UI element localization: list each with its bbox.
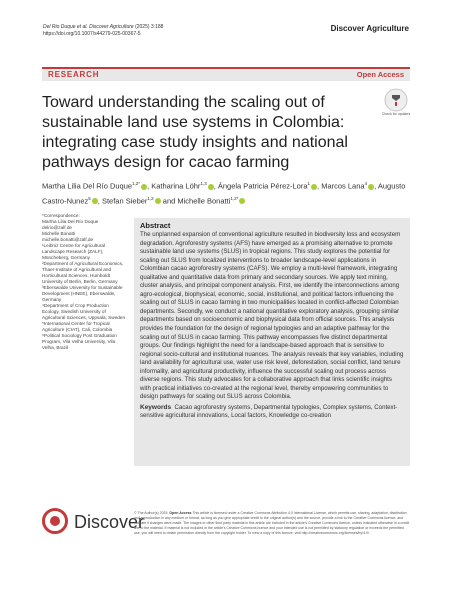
affiliations	[42, 213, 127, 351]
keywords	[140, 404, 404, 421]
section-banner	[42, 67, 410, 81]
author-name[interactable]: Ángela Patricia Pérez-Lora	[217, 181, 308, 191]
citation-year: (2025) 3:188	[135, 24, 164, 30]
running-header	[43, 24, 163, 38]
author-affiliation-marker: 1,2*	[230, 195, 239, 201]
author-name[interactable]: Martha Lilia Del Río Duque	[42, 181, 133, 191]
copyright: © The Author(s) 2025.	[134, 511, 169, 515]
affiliation-line: michelle.bonatti@zalf.de	[42, 237, 94, 242]
affiliation-line: ⁶Political Sociology Post Graduation Program, Vila Velha University, Vila Velha, Brazil	[42, 333, 117, 350]
affiliation-line: ²Department of Agricultural Economics, Thaer-Institute of Agricultural and Horticultural Sciences, Humboldt University of Berlin, Berlin, Germany	[42, 261, 124, 284]
journal-name: Discover Agriculture	[330, 24, 409, 33]
orcid-icon[interactable]	[141, 184, 147, 190]
affiliation-line: Martha Lilia Del Río Duque	[42, 219, 99, 224]
check-for-updates-icon[interactable]	[384, 88, 408, 112]
discover-logo-icon	[42, 508, 68, 534]
license-text: This article is licensed under a Creative Commons Attribution 4.0 International License, which permits use, sharing, adaptation, distribution and reproduction in any medium or format, as long as you give appropriate credit to the original author(s) and the source, provide a link to the Creative Commons licence, and indicate if changes were made. The images or other third party material in this article are included in the article's Creative Commons licence, unless indicated otherwise in a credit line to the material. If material is not included in the article's Creative Commons licence and your intended use is not permitted by statutory regulation or exceeds the permitted use, you will need to obtain permission directly from the copyright holder. To view a copy of this licence, visit http://creativecommons.org/licenses/by/4.0/.	[134, 511, 410, 535]
author-affiliation-marker: 5	[88, 195, 91, 201]
keywords-label: Keywords	[140, 403, 172, 411]
keywords-text: Cacao agroforestry systems, Departmental typologies, Complex systems, Context-sensitive agricultural innovations, Local factors, Knowledge co-creation	[140, 403, 398, 420]
author-name[interactable]: Katharina Löhr	[151, 181, 201, 191]
affiliation-line: ³Eberswalde University for Sustainable Development (HNEE), Eberswalde, Germany	[42, 285, 123, 302]
author-list: Martha Lilia Del Río Duque$^{1,2*}$ , Katharina Löhr$^{1,3}$ , Ángela Patricia Pérez-Lora$^1$ , Marcos Lana$^4$ , Augusto Castro-Nunez$^5$ , Stefan Sieber$^{1,2}$ and Michelle Bonatti$^{1,2*}$	[42, 181, 406, 205]
orcid-icon[interactable]	[311, 184, 317, 190]
author-affiliation-marker: 4	[364, 181, 368, 186]
abstract-heading: Abstract	[140, 221, 171, 230]
affiliation-line: ⁴Department of Crop Production Ecology, Swedish University of Agricultural Sciences, Uppsala, Sweden	[42, 303, 126, 320]
author-name[interactable]: Marcos Lana	[321, 181, 365, 191]
abstract-text: The unplanned expansion of conventional agriculture resulted in biodiversity loss and ecosystem degradation. Agroforestry systems (AFS) have emerged as a promising alternative to promote sustainable land use systems (SLUS) in tropical regions. This study explores the potential for scaling out SLUS from localized interventions to broader landscape-level applications in Colombian cacao agroforestry systems (CAFS). We employ a multi-level framework, integrating qualitative and quantitative data from primary and secondary sources. We apply text mining, cluster analysis, and principal component analysis. First, we identify the interconnections among agro-ecological, biophysical, economic, social, institutional, and political factors influencing the scaling out of SLUS in cacao farming in two municipalities located in conflict-affected Colombian departments. Secondly, we conduct a national quantitative exploratory analysis, grouping similar departments based on socioeconomic and biophysical data from official sources. This analysis provides the foundation for the design of regional typologies and an adaptive pathway for the scaling out of SLUS in cacao farming. This pathway encompasses five distinct departmental groups. Our findings highlight the need for a landscape-based approach that is sensitive to regional socio-cultural and institutional nuances. The analysis reveals that key variables, including land availability for agricultural use, water use risk level, deforestation, social conflict, land tenure informality, and agricultural productivity, influence the successful scaling out process across diverse regions. This study advocates for a collaborative approach that links scientific insights with practical initiatives co-created at the regional level, thereby empowering communities to design pathways for scaling out SLUS across Colombia.	[140, 231, 404, 401]
section-label: RESEARCH	[48, 70, 100, 79]
affiliation-line: ¹Leibniz Centre for Agricultural Landscape Research (ZALF), Müncheberg, Germany	[42, 243, 106, 260]
footer-open-access: Open Access	[169, 511, 192, 515]
orcid-icon[interactable]	[208, 184, 214, 190]
author-name[interactable]: Stefan Sieber	[101, 196, 148, 205]
affiliation-line: Michelle Bonatti	[42, 231, 76, 236]
affiliation-line: ⁵International Center for Tropical Agriculture (CIAT), Cali, Colombia	[42, 321, 113, 332]
author-affiliation-marker: 1,2*	[132, 181, 141, 186]
article-title: Toward understanding the scaling out of sustainable land use systems in Colombia: integrating case study insights and national pathways design for cacao farming	[42, 94, 348, 171]
author-name[interactable]: Augusto Castro-Nunez	[42, 181, 406, 205]
license-footer	[134, 511, 410, 536]
affiliation-line: delrio@zalf.de	[42, 225, 73, 230]
orcid-icon[interactable]	[92, 198, 98, 204]
author-affiliation-marker: 1,3	[200, 181, 207, 186]
open-access-label: Open Access	[356, 70, 404, 79]
check-for-updates-label: Check for updates	[381, 112, 411, 116]
abstract-box	[134, 218, 410, 466]
discover-logo-text: Discover	[74, 512, 145, 532]
orcid-icon[interactable]	[368, 184, 374, 190]
author-affiliation-marker: 1,2	[147, 195, 154, 201]
author-affiliation-marker: 1	[307, 181, 311, 186]
author-name[interactable]: Michelle Bonatti	[177, 196, 231, 205]
orcid-icon[interactable]	[239, 198, 245, 204]
orcid-icon[interactable]	[155, 198, 161, 204]
affiliation-line: *Correspondence:	[42, 213, 80, 218]
doi-link[interactable]: https://doi.org/10.1007/s44279-025-00367-5	[43, 31, 141, 37]
citation-line: Del Rio Duque et al. Discover Agriculture	[43, 24, 134, 30]
